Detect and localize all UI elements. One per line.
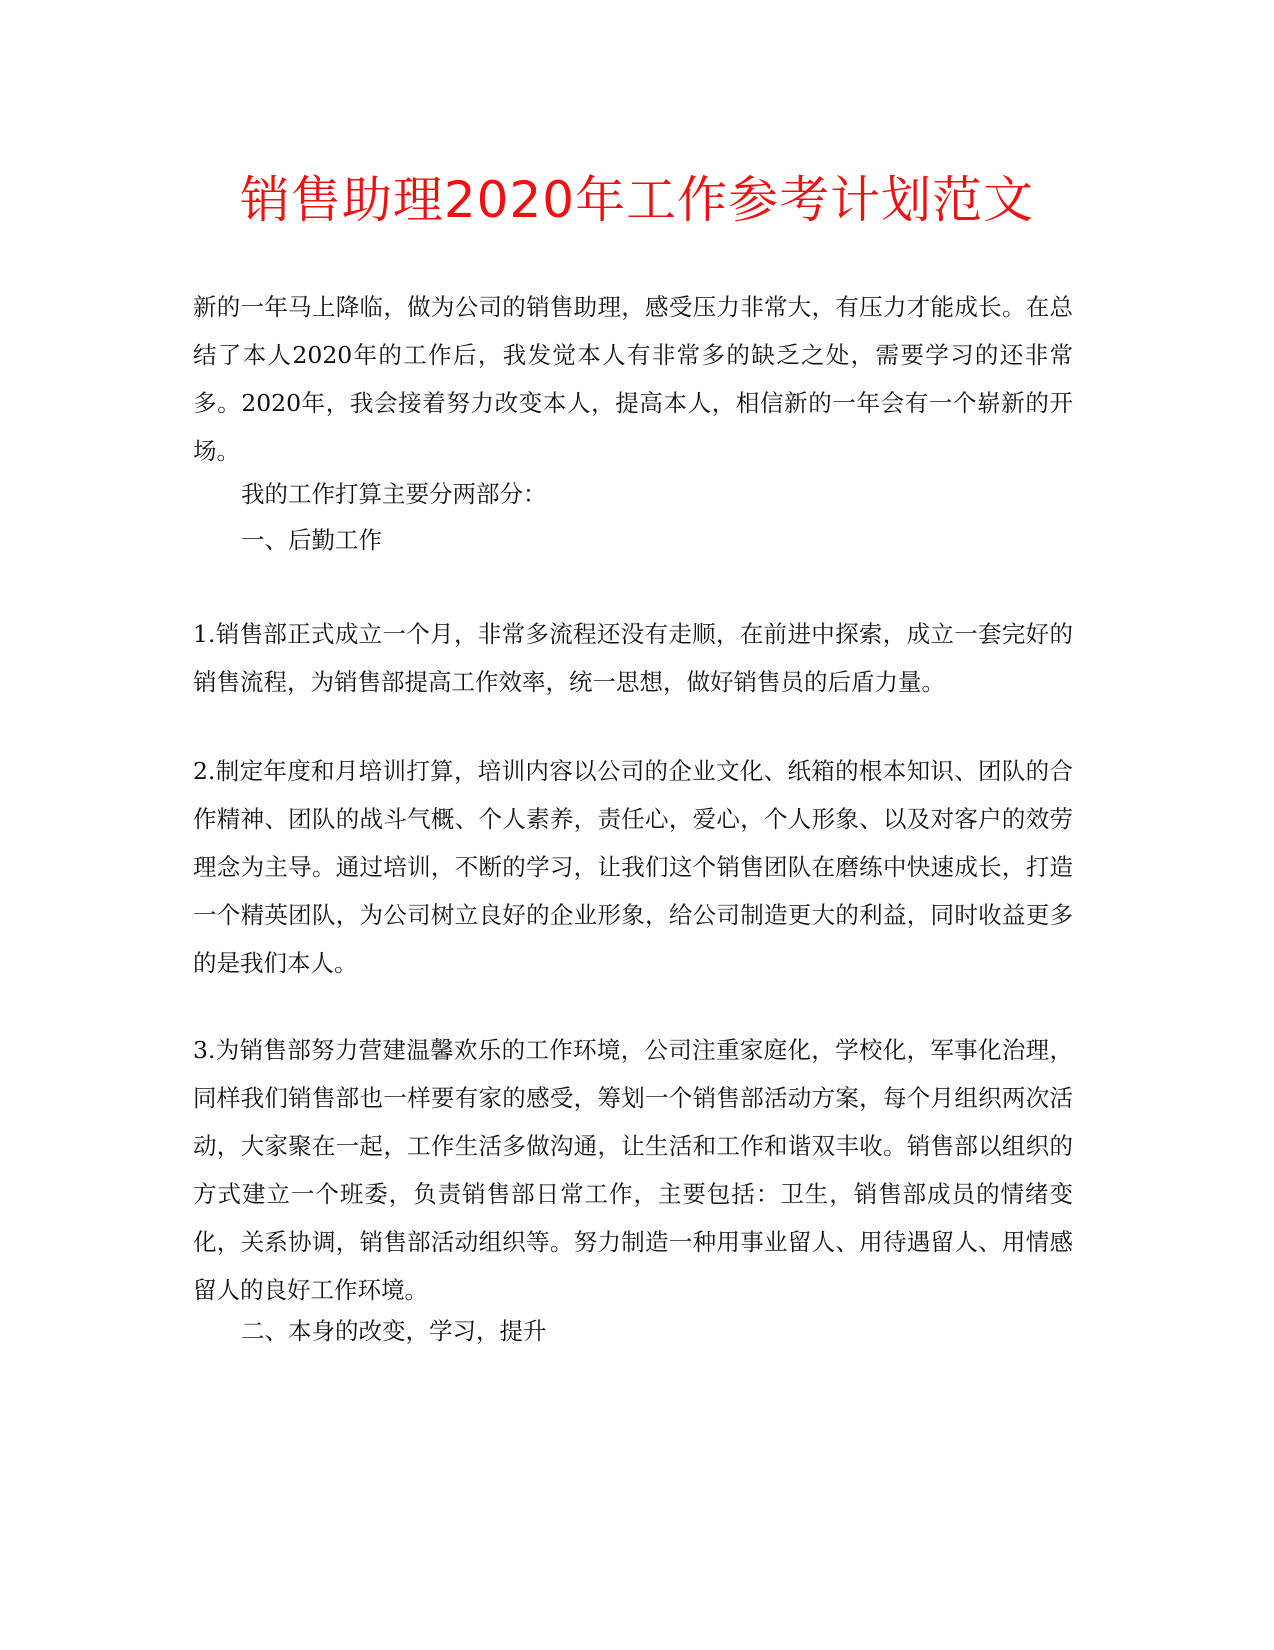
list-item-1: 1.销售部正式成立一个月，非常多流程还没有走顺，在前进中探索，成立一套完好的销售流程，为销售部提高工作效率，统一思想，做好销售员的后盾力量。 — [193, 620, 1073, 696]
section-heading-logistics: 一、后勤工作 — [241, 526, 382, 554]
plan-overview-paragraph: 我的工作打算主要分两部分： — [241, 480, 547, 508]
document-title: 销售助理2020年工作参考计划范文 — [239, 171, 1035, 229]
list-item-3: 3.为销售部努力营建温馨欢乐的工作环境，公司注重家庭化，学校化，军事化治理，同样我们销售部也一样要有家的感受，筹划一个销售部活动方案，每个月组织两次活动，大家聚在一起，工作生活多做沟通，让生活和工作和谐双丰收。销售部以组织的方式建立一个班委，负责销售部日常工作，主要包括：卫生，销售部成员的情绪变化，关系协调，销售部活动组织等。努力制造一种用事业留人、用待遇留人、用情感留人的良好工作环境。 — [193, 1036, 1073, 1304]
intro-paragraph: 新的一年马上降临，做为公司的销售助理，感受压力非常大，有压力才能成长。在总结了本人2020年的工作后，我发觉本人有非常多的缺乏之处，需要学习的还非常多。2020年，我会接着努力改变本人，提高本人，相信新的一年会有一个崭新的开场。 — [193, 293, 1073, 465]
section-heading-self-improvement: 二、本身的改变，学习，提升 — [241, 1317, 547, 1345]
list-item-2: 2.制定年度和月培训打算，培训内容以公司的企业文化、纸箱的根本知识、团队的合作精神、团队的战斗气概、个人素养，责任心，爱心，个人形象、以及对客户的效劳理念为主导。通过培训，不断的学习，让我们这个销售团队在磨练中快速成长，打造一个精英团队，为公司树立良好的企业形象，给公司制造更大的利益，同时收益更多的是我们本人。 — [193, 757, 1073, 977]
